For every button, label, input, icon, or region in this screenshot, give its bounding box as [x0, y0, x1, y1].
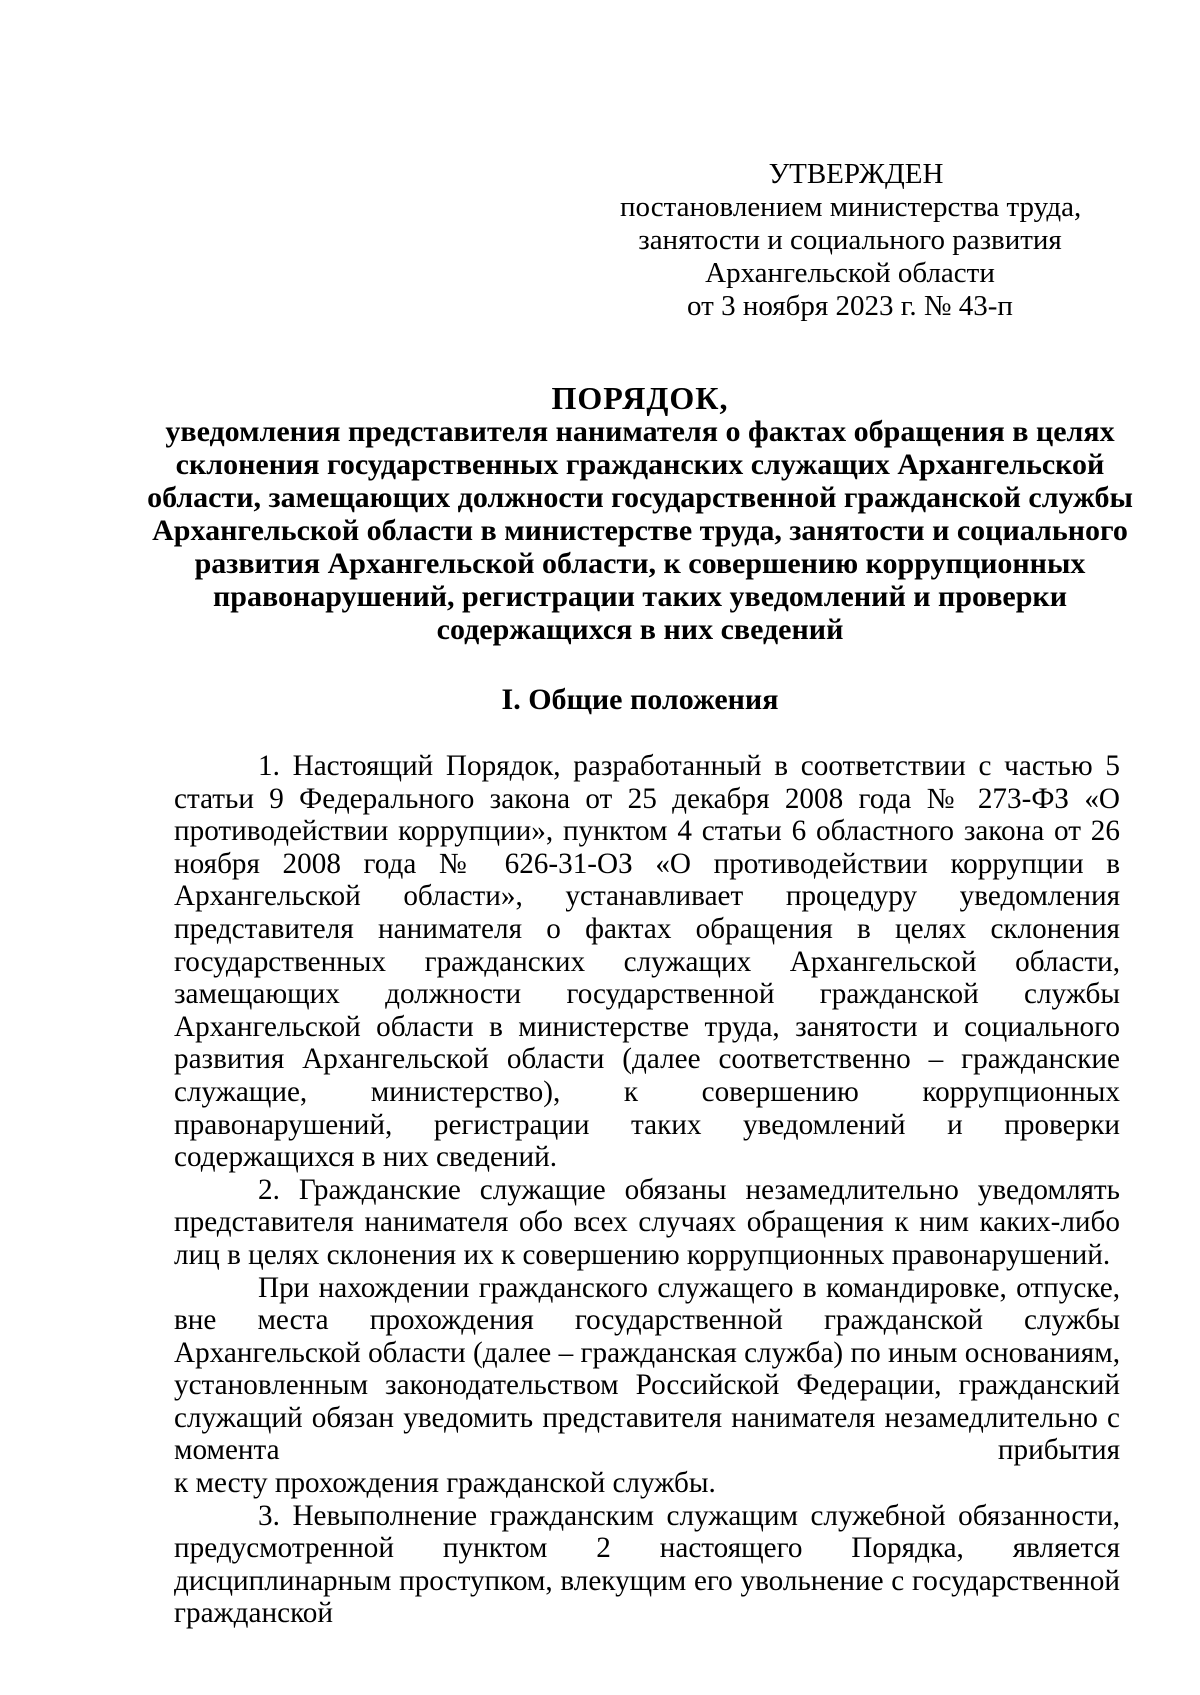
paragraph-2-continuation-end: к месту прохождения гражданской службы. — [174, 1467, 716, 1500]
approval-line-ministry: занятости и социального развития — [638, 224, 1062, 256]
title-heading: ПОРЯДОК, — [551, 380, 729, 416]
title-line: развития Архангельской области, к совершению коррупционных — [194, 547, 1086, 580]
paragraph-3: 3. Невыполнение гражданским служащим служебной обязанности, предусмотренной пунктом 2 настоящего Порядка, является дисциплинарным проступком, влекущим его увольнение с государственной гражданской — [174, 1499, 1120, 1630]
paragraph-2: 2. Гражданские служащие обязаны незамедлительно уведомлять представителя нанимателя обо всех случаях обращения к ним каких-либо лиц в целях склонения их к совершению коррупционных правонарушений. — [174, 1173, 1120, 1271]
paragraph-1: 1. Настоящий Порядок, разработанный в соответствии с частью 5 статьи 9 Федерального закона от 25 декабря 2008 года № 273-ФЗ «О противодействии коррупции», пунктом 4 статьи 6 областного закона от 26 ноября 2008 года № 626-31-ОЗ «О противодействии коррупции в Архангельской области», устанавливает процедуру уведомления представителя нанимателя о фактах обращения в целях склонения государственных гражданских служащих Архангельской области, замещающих должности государственной гражданской службы Архангельской области в министерстве труда, занятости и социального развития Архангельской области (далее соответственно – гражданские служащие, министерство), к совершению коррупционных правонарушений, регистрации таких уведомлений и проверки содержащихся в них сведений. — [174, 750, 1120, 1174]
paragraph-2-continuation: При нахождении гражданского служащего в командировке, отпуске, вне места прохождения государственной гражданской службы Архангельской области (далее – гражданская служба) по иным основаниям, установленным законодательством Российской Федерации, гражданский служащий обязан уведомить представителя нанимателя незамедлительно с момента прибытия — [174, 1271, 1120, 1467]
approval-line-approved: УТВЕРЖДЕН — [768, 158, 944, 190]
approval-line-region: Архангельской области — [705, 257, 995, 289]
section-heading-general: I. Общие положения — [501, 683, 779, 716]
title-line: правонарушений, регистрации таких уведомлений и проверки — [212, 580, 1068, 613]
title-line: уведомления представителя нанимателя о фактах обращения в целях — [165, 415, 1115, 448]
title-line: содержащихся в них сведений — [436, 613, 844, 646]
title-line: склонения государственных гражданских служащих Архангельской — [175, 448, 1105, 481]
approval-line-date-number: от 3 ноября 2023 г. № 43-п — [687, 290, 1013, 322]
approval-line-resolution: постановлением министерства труда, — [620, 191, 1082, 223]
document-title — [140, 382, 1140, 646]
title-line: области, замещающих должности государственной гражданской службы — [147, 481, 1133, 514]
document-body — [174, 750, 1120, 1630]
approval-stamp — [620, 158, 1080, 323]
title-line: Архангельской области в министерстве труда, занятости и социального — [152, 514, 1128, 547]
